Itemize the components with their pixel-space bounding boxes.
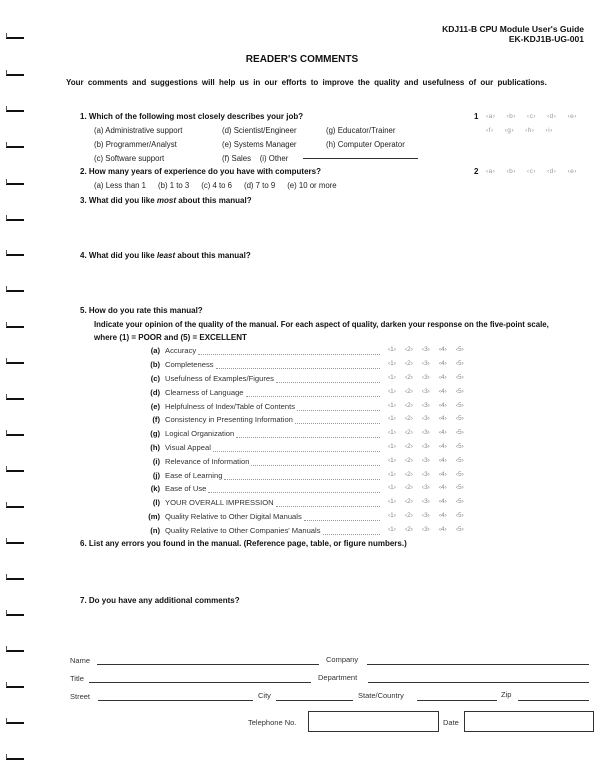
scale-3[interactable]: ‹3› (421, 526, 430, 533)
punch-mark (6, 219, 24, 221)
punch-mark (6, 578, 24, 580)
rating-scale (388, 443, 464, 450)
scale-3[interactable]: ‹3› (421, 415, 430, 422)
rating-scale (388, 471, 464, 478)
scale-3[interactable]: ‹3› (421, 512, 430, 519)
scale-3[interactable]: ‹3› (421, 402, 430, 409)
bubble-h[interactable]: ‹h› (525, 127, 535, 134)
company-field[interactable] (367, 664, 589, 665)
telephone-label: Telephone No. (248, 718, 297, 727)
scale-4[interactable]: ‹4› (438, 471, 447, 478)
bubble-a[interactable]: ‹a› (486, 113, 496, 120)
q4-answer-area[interactable] (80, 265, 580, 305)
scale-3[interactable]: ‹3› (421, 443, 430, 450)
state-label: State/Country (358, 691, 404, 700)
scale-1[interactable]: ‹1› (388, 484, 396, 491)
scale-1[interactable]: ‹1› (388, 512, 396, 519)
zip-field[interactable] (518, 700, 589, 701)
scale-2[interactable]: ‹2› (404, 484, 413, 491)
scale-5[interactable]: ‹5› (455, 429, 464, 436)
punch-mark (6, 686, 24, 688)
rating-row-a: (a) Accuracy (146, 344, 384, 357)
rating-row-b: (b) Completeness (146, 358, 384, 371)
scale-5[interactable]: ‹5› (455, 512, 464, 519)
scale-3[interactable]: ‹3› (421, 360, 430, 367)
rating-row-g: (g) Logical Organization (146, 427, 384, 440)
q1-option-f: (f) Sales (222, 154, 252, 163)
bubble-c[interactable]: ‹c› (526, 168, 536, 175)
company-label: Company (326, 655, 359, 664)
q5-question: 5. How do you rate this manual? (80, 306, 203, 315)
q3-question: 3. What did you like most about this manual? (80, 196, 252, 205)
punch-mark (6, 74, 24, 76)
rating-scale (388, 415, 464, 422)
scale-4[interactable]: ‹4› (438, 512, 447, 519)
scale-1[interactable]: ‹1› (388, 415, 396, 422)
rating-scale (388, 526, 464, 533)
rating-scale (388, 512, 464, 519)
q1-option-h: (h) Computer Operator (326, 140, 405, 149)
scale-5[interactable]: ‹5› (455, 346, 464, 353)
q2-question: 2. How many years of experience do you have with computers? (80, 167, 321, 176)
punch-mark (6, 254, 24, 256)
scale-2[interactable]: ‹2› (404, 512, 413, 519)
document-header (442, 24, 584, 44)
q2-bubbles (486, 168, 577, 175)
scale-2[interactable]: ‹2› (404, 457, 413, 464)
q5-instructions: Indicate your opinion of the quality of the manual. For each aspect of quality, darken your response on the five-point scale, (94, 320, 549, 329)
rating-scale (388, 484, 464, 491)
department-field[interactable] (368, 682, 589, 683)
q2-option-b: (b) 1 to 3 (158, 181, 190, 190)
scale-2[interactable]: ‹2› (404, 526, 413, 533)
q2-answer-number: 2 (474, 167, 479, 176)
punch-mark (6, 470, 24, 472)
scale-2[interactable]: ‹2› (404, 360, 413, 367)
zip-label: Zip (501, 690, 512, 699)
rating-row-j: (j) Ease of Learning (146, 469, 384, 482)
punch-mark (6, 146, 24, 148)
q2-option-c: (c) 4 to 6 (201, 181, 232, 190)
date-label: Date (443, 718, 459, 727)
q5-scale-note: where (1) = POOR and (5) = EXCELLENT (94, 333, 247, 342)
scale-1[interactable]: ‹1› (388, 429, 396, 436)
punch-mark (6, 183, 24, 185)
bubble-d[interactable]: ‹d› (547, 113, 557, 120)
scale-3[interactable]: ‹3› (421, 457, 430, 464)
bubble-b[interactable]: ‹b› (506, 113, 516, 120)
rating-row-f: (f) Consistency in Presenting Information (146, 413, 384, 426)
punch-mark (6, 290, 24, 292)
scale-1[interactable]: ‹1› (388, 443, 396, 450)
scale-3[interactable]: ‹3› (421, 498, 430, 505)
rating-scale (388, 498, 464, 505)
rating-scale (388, 346, 464, 353)
scale-3[interactable]: ‹3› (421, 471, 430, 478)
scale-4[interactable]: ‹4› (438, 526, 447, 533)
q1-bubbles-row2 (486, 127, 553, 134)
q1-option-d: (d) Scientist/Engineer (222, 126, 297, 135)
rating-row-i: (i) Relevance of Information (146, 455, 384, 468)
scale-2[interactable]: ‹2› (404, 429, 413, 436)
scale-4[interactable]: ‹4› (438, 360, 447, 367)
scale-4[interactable]: ‹4› (438, 498, 447, 505)
rating-row-h: (h) Visual Appeal (146, 441, 384, 454)
q4-question: 4. What did you like least about this manual? (80, 251, 251, 260)
scale-1[interactable]: ‹1› (388, 457, 396, 464)
punch-mark (6, 398, 24, 400)
punch-mark (6, 542, 24, 544)
scale-5[interactable]: ‹5› (455, 374, 464, 381)
rating-row-k: (k) Ease of Use (146, 482, 384, 495)
bubble-e[interactable]: ‹e› (567, 113, 577, 120)
scale-5[interactable]: ‹5› (455, 360, 464, 367)
scale-2[interactable]: ‹2› (404, 346, 413, 353)
title-field[interactable] (89, 682, 311, 683)
bubble-d[interactable]: ‹d› (547, 168, 557, 175)
scale-3[interactable]: ‹3› (421, 374, 430, 381)
bubble-c[interactable]: ‹c› (526, 113, 536, 120)
q6-answer-area[interactable] (80, 553, 580, 593)
scale-1[interactable]: ‹1› (388, 360, 396, 367)
scale-4[interactable]: ‹4› (438, 346, 447, 353)
city-label: City (258, 691, 271, 700)
q1-option-c: (c) Software support (94, 154, 165, 163)
scale-2[interactable]: ‹2› (404, 388, 413, 395)
q7-question: 7. Do you have any additional comments? (80, 596, 240, 605)
scale-2[interactable]: ‹2› (404, 443, 413, 450)
punch-mark (6, 434, 24, 436)
scale-3[interactable]: ‹3› (421, 429, 430, 436)
bubble-i[interactable]: ‹i› (545, 127, 553, 134)
rating-row-m: (m) Quality Relative to Other Digital Manuals (146, 510, 384, 523)
q2-option-d: (d) 7 to 9 (243, 181, 276, 190)
city-field[interactable] (276, 700, 353, 701)
q1-option-a: (a) Administrative support (94, 126, 183, 135)
rating-scale (388, 388, 464, 395)
guide-title: KDJ11-B CPU Module User's Guide (442, 24, 584, 34)
scale-4[interactable]: ‹4› (438, 443, 447, 450)
scale-1[interactable]: ‹1› (388, 498, 396, 505)
street-field[interactable] (98, 700, 253, 701)
rating-scale (388, 457, 464, 464)
scale-1[interactable]: ‹1› (388, 471, 396, 478)
scale-1[interactable]: ‹1› (388, 374, 396, 381)
q1-option-g: (g) Educator/Trainer (326, 126, 396, 135)
scale-1[interactable]: ‹1› (388, 388, 396, 395)
scale-5[interactable]: ‹5› (455, 402, 464, 409)
scale-5[interactable]: ‹5› (455, 484, 464, 491)
rating-scale (388, 374, 464, 381)
q3-answer-area[interactable] (80, 210, 580, 250)
punch-mark (6, 326, 24, 328)
street-label: Street (70, 692, 91, 701)
scale-1[interactable]: ‹1› (388, 402, 396, 409)
scale-5[interactable]: ‹5› (455, 457, 464, 464)
bubble-b[interactable]: ‹b› (506, 168, 516, 175)
q7-answer-area[interactable] (80, 610, 580, 650)
scale-4[interactable]: ‹4› (438, 402, 447, 409)
scale-2[interactable]: ‹2› (404, 498, 413, 505)
scale-5[interactable]: ‹5› (455, 498, 464, 505)
scale-4[interactable]: ‹4› (438, 484, 447, 491)
title-label: Title (70, 674, 84, 683)
scale-4[interactable]: ‹4› (438, 374, 447, 381)
punch-mark (6, 37, 24, 39)
scale-2[interactable]: ‹2› (404, 471, 413, 478)
scale-3[interactable]: ‹3› (421, 484, 430, 491)
scale-1[interactable]: ‹1› (388, 526, 396, 533)
q1-option-i: (i) Other (259, 154, 289, 163)
scale-3[interactable]: ‹3› (421, 346, 430, 353)
q1-option-e: (e) Systems Manager (222, 140, 297, 149)
form-intro: Your comments and suggestions will help us in our efforts to improve the quality and usefulness of our publications. (66, 78, 547, 87)
punch-mark (6, 758, 24, 760)
bubble-g[interactable]: ‹g› (504, 127, 515, 134)
department-label: Department (318, 673, 358, 682)
rating-scale (388, 360, 464, 367)
punch-mark (6, 650, 24, 652)
q2-option-a: (a) Less than 1 (94, 181, 147, 190)
name-label: Name (70, 656, 91, 665)
q1-question: 1. Which of the following most closely describes your job? (80, 112, 304, 121)
rating-row-c: (c) Usefulness of Examples/Figures (146, 372, 384, 385)
bubble-f[interactable]: ‹f› (486, 127, 494, 134)
form-title: READER'S COMMENTS (245, 54, 359, 65)
rating-row-d: (d) Clearness of Language (146, 386, 384, 399)
punch-mark (6, 722, 24, 724)
q1-answer-number: 1 (474, 112, 479, 121)
punch-mark (6, 110, 24, 112)
scale-2[interactable]: ‹2› (404, 415, 413, 422)
q1-option-b: (b) Programmer/Analyst (94, 140, 177, 149)
q1-bubbles-row1 (486, 113, 577, 120)
rating-scale (388, 402, 464, 409)
q1-other-line[interactable] (303, 158, 418, 159)
date-field[interactable] (464, 711, 594, 732)
telephone-field[interactable] (308, 711, 439, 732)
scale-4[interactable]: ‹4› (438, 388, 447, 395)
scale-5[interactable]: ‹5› (455, 388, 464, 395)
rating-row-l: (l) YOUR OVERALL IMPRESSION (146, 496, 384, 509)
q2-options (94, 181, 337, 190)
state-field[interactable] (417, 700, 497, 701)
scale-1[interactable]: ‹1› (388, 346, 396, 353)
scale-5[interactable]: ‹5› (455, 526, 464, 533)
scale-3[interactable]: ‹3› (421, 388, 430, 395)
punch-mark (6, 506, 24, 508)
scale-2[interactable]: ‹2› (404, 402, 413, 409)
rating-row-e: (e) Helpfulness of Index/Table of Contents (146, 400, 384, 413)
scale-5[interactable]: ‹5› (455, 415, 464, 422)
scale-2[interactable]: ‹2› (404, 374, 413, 381)
scale-4[interactable]: ‹4› (438, 457, 447, 464)
bubble-a[interactable]: ‹a› (486, 168, 496, 175)
punch-mark (6, 614, 24, 616)
bubble-e[interactable]: ‹e› (567, 168, 577, 175)
scale-5[interactable]: ‹5› (455, 443, 464, 450)
rating-scale (388, 429, 464, 436)
scale-5[interactable]: ‹5› (455, 471, 464, 478)
q6-question: 6. List any errors you found in the manual. (Reference page, table, or figure numbers.) (80, 539, 407, 548)
name-field[interactable] (97, 664, 319, 665)
doc-number: EK-KDJ1B-UG-001 (508, 34, 584, 44)
punch-mark (6, 362, 24, 364)
q2-option-e: (e) 10 or more (287, 181, 337, 190)
scale-4[interactable]: ‹4› (438, 429, 447, 436)
rating-row-n: (n) Quality Relative to Other Companies' Manuals (146, 524, 384, 537)
scale-4[interactable]: ‹4› (438, 415, 447, 422)
